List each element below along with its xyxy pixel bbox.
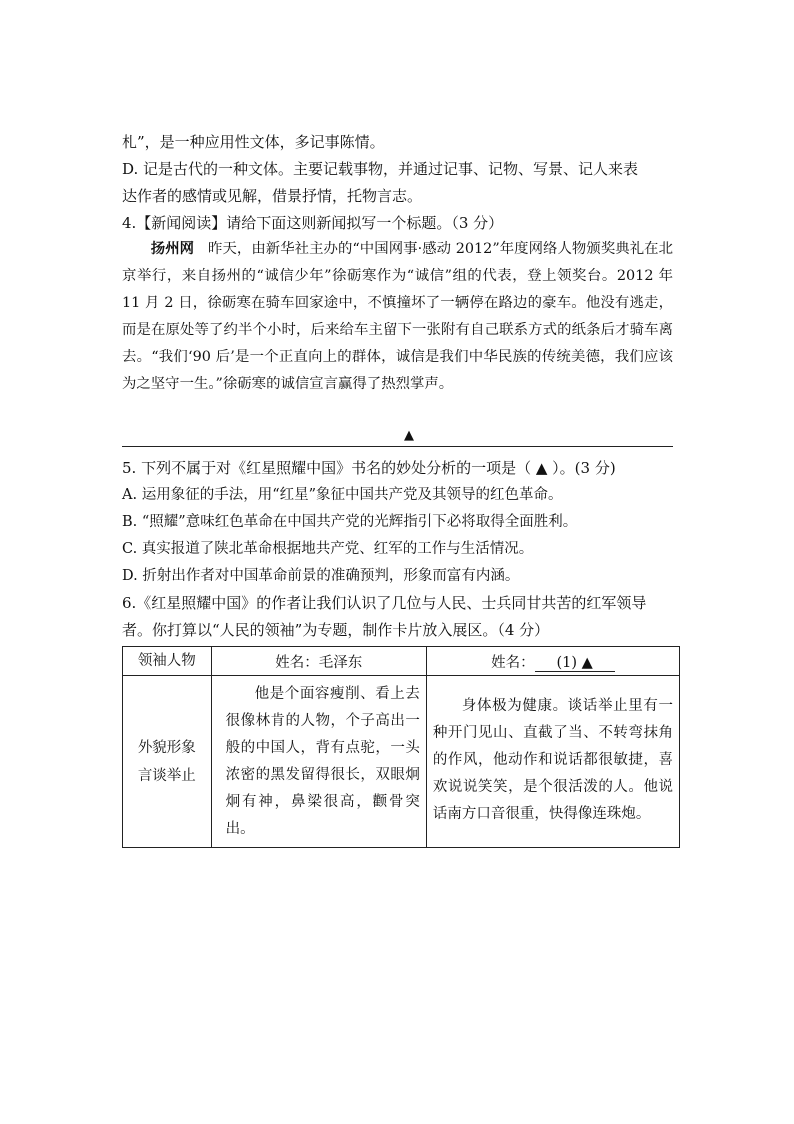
option-c: C. 真实报道了陕北革命根据地共产党、红军的工作与生活情况。 <box>122 541 534 557</box>
news-paragraph <box>122 236 673 398</box>
option-d: D. 折射出作者对中国革命前景的准确预判，形象而富有内涵。 <box>122 568 520 584</box>
leader-card-table <box>122 646 680 848</box>
answer-line <box>122 446 673 447</box>
table-header-row <box>123 647 680 676</box>
row-label-manner: 言谈举止 <box>137 767 196 784</box>
header-blank-name <box>426 647 679 676</box>
option-d-line-1: D. 记是古代的一种文体。主要记载事物，并通过记事、记物、写景、记人来表 <box>122 160 639 178</box>
header-name-prefix: 姓名： <box>491 654 535 671</box>
question-5: 5. 下列不属于对《红星照耀中国》书名的妙处分析的一项是（ ▲ ）。(3 分) <box>122 459 616 477</box>
option-a: A. 运用象征的手法，用“红星”象征中国共产党及其领导的红色革命。 <box>122 487 563 503</box>
news-source: 扬州网 <box>150 241 195 257</box>
header-mao: 姓名：毛泽东 <box>211 647 426 676</box>
news-body: 昨天，由新华社主办的“中国网事·感动 2012”年度网络人物颁奖典礼在北京举行，来自扬州的“诚信少年”徐砺寒作为“诚信”组的代表，登上领奖台。2012 年 11 月 2 日，徐砺寒在骑车回家途中，不慎撞坏了一辆停在路边的豪车。他没有逃走，而是在原处等了约半个小时，后来给车主留下一张附有自己联系方式的纸条后才骑车离去。“我们‘90 后’是一个正直向上的群体，诚信是我们中华民族的传统美德，我们应该为之坚守一生。”徐砺寒的诚信宣言赢得了热烈掌声。 <box>122 241 673 392</box>
option-b: B. “照耀”意味红色革命在中国共产党的光辉指引下必将取得全面胜利。 <box>122 514 578 530</box>
mao-description: 他是个面容瘦削、看上去很像林肯的人物，个子高出一般的中国人，背有点驼，一头浓密的黑发留得很长，双眼炯炯有神，鼻梁很高，颧骨突出。 <box>225 685 420 837</box>
row-label <box>123 676 212 848</box>
text-line: 札”，是一种应用性文体，多记事陈情。 <box>122 133 385 151</box>
mao-description-cell <box>211 676 426 848</box>
other-description: 身体极为健康。谈话举止里有一种开门见山、直截了当、不转弯抹角的作风，他动作和说话都很敏捷，喜欢说说笑笑，是个很活泼的人。他说话南方口音很重，快得像连珠炮。 <box>432 698 673 822</box>
row-label-appearance: 外貌形象 <box>137 739 196 756</box>
question-6-line-1: 6.《红星照耀中国》的作者让我们认识了几位与人民、士兵同甘共苦的红军领导 <box>122 594 647 612</box>
header-leader: 领袖人物 <box>123 647 212 676</box>
other-description-cell <box>426 676 679 848</box>
question-6-line-2: 者。你打算以“人民的领袖”为专题，制作卡片放入展区。（4 分） <box>122 621 550 639</box>
fill-blank-1: (1) ▲ <box>535 655 615 672</box>
answer-mark: ▲ <box>404 428 414 443</box>
option-d-line-2: 达作者的感情或见解，借景抒情，托物言志。 <box>122 187 423 205</box>
table-row <box>123 676 680 848</box>
question-4: 4.【新闻阅读】请给下面这则新闻拟写一个标题。（3 分） <box>122 214 504 232</box>
